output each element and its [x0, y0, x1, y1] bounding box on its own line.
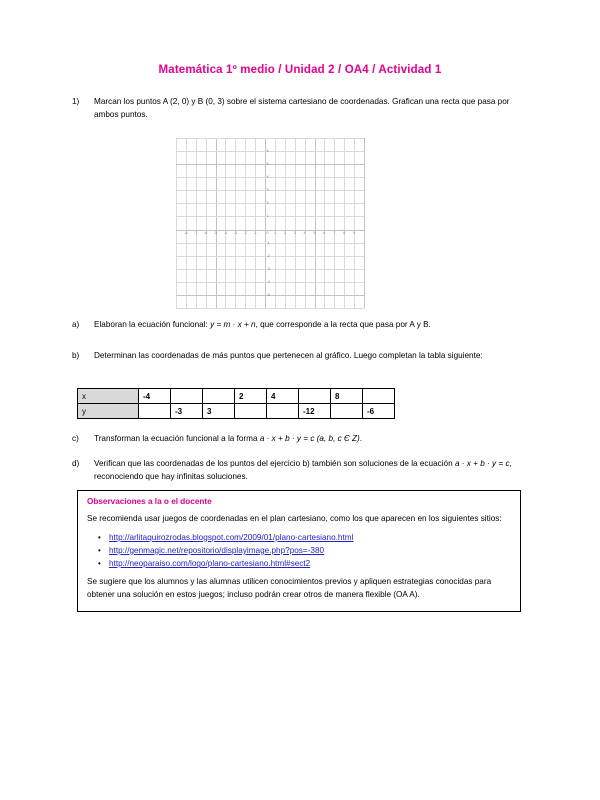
teacher-notes-box	[77, 490, 521, 612]
bullet-icon: •	[98, 532, 101, 542]
exercise-d-marker: d)	[72, 459, 80, 468]
resource-link-3[interactable]: http://neoparaiso.com/logo/plano-cartesiano.html#sect2	[109, 559, 311, 569]
table-cell-y-1[interactable]: -3	[171, 404, 203, 419]
table-cell-x-4[interactable]: 4	[267, 389, 299, 404]
exercise-c-text-part2: .	[359, 434, 363, 443]
exercise-c-equation: a · x + b · y = c (a, b, c Є Z)	[259, 434, 360, 443]
exercise-a-marker: a)	[72, 320, 80, 329]
table-cell-x-5[interactable]	[299, 389, 331, 404]
x-axis-tick-label: 3	[293, 231, 296, 236]
x-axis-tick-label: -4	[223, 231, 228, 236]
x-axis-tick-label: 9	[353, 231, 356, 236]
table-cell-y-6[interactable]	[331, 404, 363, 419]
grid-line-horizontal	[176, 164, 364, 165]
exercise-d-equation: a · x + b · y = c	[454, 459, 510, 468]
exercise-d-text-part2: , reconociendo que hay infinitas soluciones.	[94, 459, 512, 481]
exercise-d-text	[94, 458, 524, 483]
exercise-b-text: Determinan las coordenadas de más puntos que pertenecen al gráfico. Luego completan la tabla siguiente:	[94, 351, 483, 360]
grid-line-horizontal	[176, 138, 364, 139]
x-axis-tick-label: 2	[283, 231, 286, 236]
table-cell-x-6[interactable]: 8	[331, 389, 363, 404]
grid-line-horizontal	[176, 253, 364, 258]
exercise-item-d	[72, 458, 524, 483]
y-axis-tick-label: -1	[266, 240, 270, 245]
resource-link-list	[87, 532, 511, 571]
table-cell-y-7[interactable]: -6	[363, 404, 395, 419]
y-axis-tick-label: -5	[266, 292, 270, 297]
list-item	[98, 558, 511, 570]
exercise-item-a	[72, 319, 524, 332]
list-item	[98, 545, 511, 557]
teacher-notes-title: Observaciones a la o el docente	[87, 497, 212, 506]
table-cell-x-7[interactable]	[363, 389, 395, 404]
exercise-item-1	[72, 96, 524, 121]
table-header-x: x	[78, 389, 139, 404]
exercise-a-text	[94, 319, 524, 332]
table-cell-x-3[interactable]: 2	[235, 389, 267, 404]
grid-line-horizontal	[176, 292, 364, 297]
exercise-d-text-part1: Verifican que las coordenadas de los puntos del ejercicio b) también son soluciones de la ecuación	[94, 459, 455, 468]
x-axis-tick-label: -2	[243, 231, 247, 236]
table-cell-x-0[interactable]: -4	[139, 389, 171, 404]
table-cell-y-3[interactable]	[235, 404, 267, 419]
y-axis-tick-label: 2	[266, 201, 269, 206]
table-cell-y-5[interactable]: -12	[299, 404, 331, 419]
page-title: Matemática 1º medio / Unidad 2 / OA4 / Actividad 1	[158, 64, 442, 76]
x-axis-tick-label: -8	[184, 231, 188, 236]
grid-line-horizontal	[176, 308, 364, 309]
x-axis-tick-label: 1	[273, 231, 276, 236]
grid-line-vertical	[364, 138, 365, 308]
x-axis-tick-label: -7	[194, 231, 198, 236]
resource-link-1[interactable]: http://arlitaquirozrodas.blogspot.com/2009/01/plano-cartesiano.html	[109, 532, 354, 542]
x-axis-tick-label: -3	[233, 231, 237, 236]
grid-line-horizontal	[176, 279, 364, 284]
table-cell-y-0[interactable]	[139, 404, 171, 419]
y-axis-tick-label: -3	[266, 266, 270, 271]
exercise-c-text-part1: Transforman la ecuación funcional a la forma	[94, 434, 260, 443]
values-table	[77, 388, 395, 419]
exercise-c-text	[94, 433, 524, 446]
grid-line-horizontal	[176, 177, 364, 178]
y-axis-tick-label: 3	[266, 188, 269, 193]
table-cell-y-4[interactable]	[267, 404, 299, 419]
cartesian-plane-figure	[176, 138, 364, 308]
exercise-1-text: Marcan los puntos A (2, 0) y B (0, 3) sobre el sistema cartesiano de coordenadas. Grafican una recta que pasa por ambos puntos.	[94, 97, 510, 119]
exercise-c-marker: c)	[72, 434, 79, 443]
grid-line-horizontal	[176, 240, 364, 245]
y-axis-tick-label: 6	[266, 149, 269, 154]
teacher-notes-closing: Se sugiere que los alumnos y las alumnas utilicen conocimientos previos y apliquen estrategias conocidas para obtener una solución en estos juegos; incluso podrán crear otros de manera flexible (OA A).	[87, 577, 492, 600]
table-row-y	[78, 404, 395, 419]
grid-line-horizontal	[176, 266, 364, 271]
origin-label: 0	[266, 231, 269, 236]
grid-line-horizontal	[176, 190, 364, 191]
y-axis-tick-label: 4	[266, 175, 269, 180]
grid-line-horizontal	[176, 216, 364, 217]
table-cell-x-2[interactable]	[203, 389, 235, 404]
table-header-y: y	[78, 404, 139, 419]
x-axis-tick-label: 5	[313, 231, 316, 236]
list-item	[98, 532, 511, 544]
x-axis-tick-label: -5	[213, 231, 218, 236]
exercise-a-text-part1: Elaboran la ecuación funcional:	[94, 320, 211, 329]
bullet-icon: •	[98, 559, 101, 569]
bullet-icon: •	[98, 545, 101, 555]
teacher-notes-intro: Se recomienda usar juegos de coordenadas en el plan cartesiano, como los que aparecen en los siguientes sitios:	[87, 514, 502, 523]
x-axis-tick-label: 7	[333, 231, 336, 236]
table-cell-y-2[interactable]: 3	[203, 404, 235, 419]
grid-line-horizontal	[176, 203, 364, 204]
x-axis-tick-label: -6	[204, 231, 208, 236]
exercise-1-marker: 1)	[72, 97, 80, 106]
y-axis-tick-label: 1	[266, 214, 269, 219]
y-axis-tick-label: 5	[266, 162, 269, 167]
exercise-item-c	[72, 433, 524, 446]
x-axis-tick-label: 6	[323, 231, 326, 236]
exercise-a-equation: y = m · x + n	[210, 320, 256, 329]
grid-line-horizontal	[176, 151, 364, 152]
y-axis-tick-label: -4	[266, 279, 270, 284]
x-axis-tick-label: 8	[343, 231, 346, 236]
exercise-item-b	[72, 350, 524, 363]
resource-link-2[interactable]: http://genmagic.net/repositorio/displayimage.php?pos=-380	[109, 545, 325, 555]
table-row-x	[78, 389, 395, 404]
x-axis-tick-label: 4	[303, 231, 306, 236]
exercise-a-text-part2: , que corresponde a la recta que pasa por A y B.	[255, 320, 431, 329]
table-cell-x-1[interactable]	[171, 389, 203, 404]
cartesian-grid	[176, 138, 364, 308]
y-axis-tick-label: -2	[266, 253, 270, 258]
exercise-b-marker: b)	[72, 351, 80, 360]
x-axis-tick-label: -1	[253, 231, 257, 236]
